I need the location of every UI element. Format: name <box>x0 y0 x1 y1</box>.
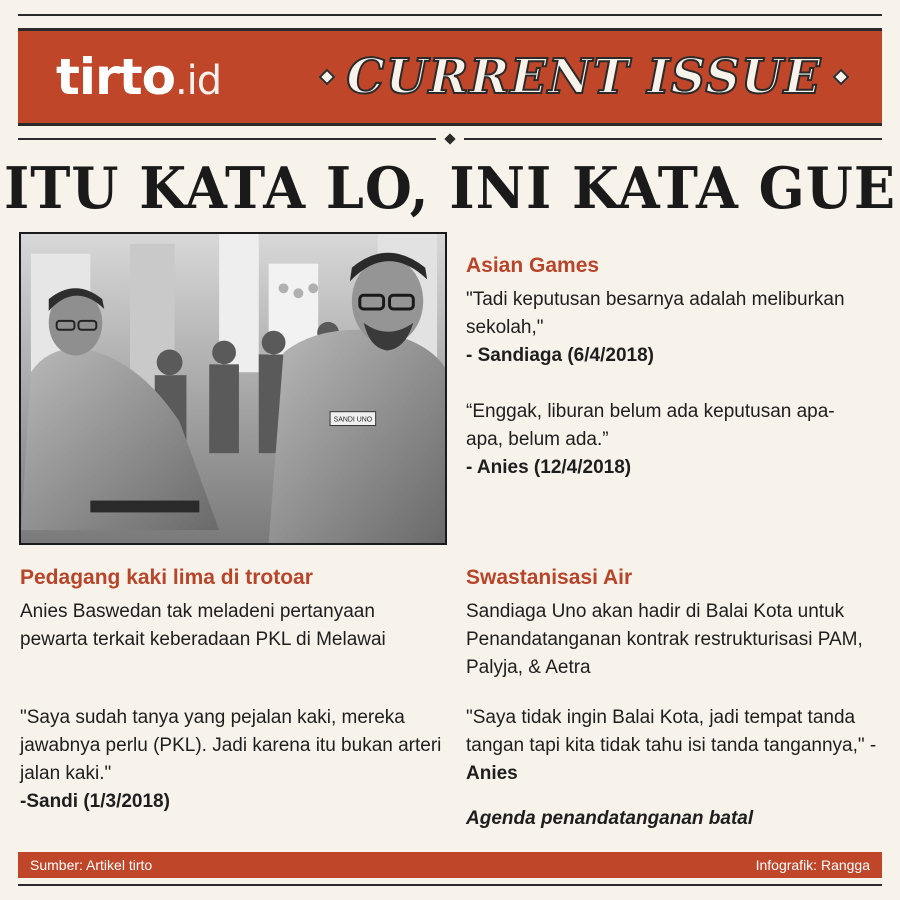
bottom-rule <box>18 884 882 886</box>
current-issue-label: CURRENT ISSUE <box>304 45 864 109</box>
air-intro: Sandiaga Uno akan hadir di Balai Kota untuk Penandatanganan kontrak restrukturisasi PAM, Palyja, & Aetra <box>466 601 863 678</box>
footer-bar <box>18 852 882 878</box>
masthead-banner <box>18 28 882 126</box>
diamond-ornament-icon <box>318 69 335 86</box>
footer-source: Sumber: Artikel tirto <box>30 857 153 873</box>
news-photo <box>19 232 447 545</box>
top-rule <box>18 14 882 16</box>
asian-games-quote-2: “Enggak, liburan belum ada keputusan apa-apa, belum ada.” - Anies (12/4/2018) <box>466 401 835 478</box>
air-quote: "Saya tidak ingin Balai Kota, jadi tempat tanda tangan tapi kita tidak tahu isi tanda tangannya," - Anies <box>466 707 877 784</box>
air-attribution: Anies <box>466 763 518 784</box>
diamond-ornament-icon <box>833 69 850 86</box>
section-title-air: Swastanisasi Air <box>466 566 633 589</box>
pkl-attribution: -Sandi (1/3/2018) <box>20 791 170 812</box>
section-title-pkl: Pedagang kaki lima di trotoar <box>20 566 313 589</box>
asian-games-attribution-2: - Anies (12/4/2018) <box>466 457 632 478</box>
air-note: Agenda penandatanganan batal <box>466 808 754 829</box>
footer-credit: Infografik: Rangga <box>755 857 870 873</box>
photo-illustration <box>21 234 445 543</box>
asian-games-attribution-1: - Sandiaga (6/4/2018) <box>466 345 654 366</box>
name-badge-text: SANDI UNO <box>333 416 373 424</box>
pkl-intro: Anies Baswedan tak meladeni pertanyaan pewarta terkait keberadaan PKL di Melawai <box>20 601 386 650</box>
ornament-divider <box>18 136 882 142</box>
asian-games-quote-1: "Tadi keputusan besarnya adalah meliburkan sekolah," - Sandiaga (6/4/2018) <box>466 289 845 366</box>
pkl-quote: "Saya sudah tanya yang pejalan kaki, mereka jawabnya perlu (PKL). Jadi karena itu bukan arteri jalan kaki." -Sandi (1/3/2018) <box>20 707 442 812</box>
page-headline: ITU KATA LO, INI KATA GUE <box>3 154 897 222</box>
tirto-logo: tirto.id <box>56 48 222 106</box>
section-title-asian-games: Asian Games <box>466 254 600 277</box>
